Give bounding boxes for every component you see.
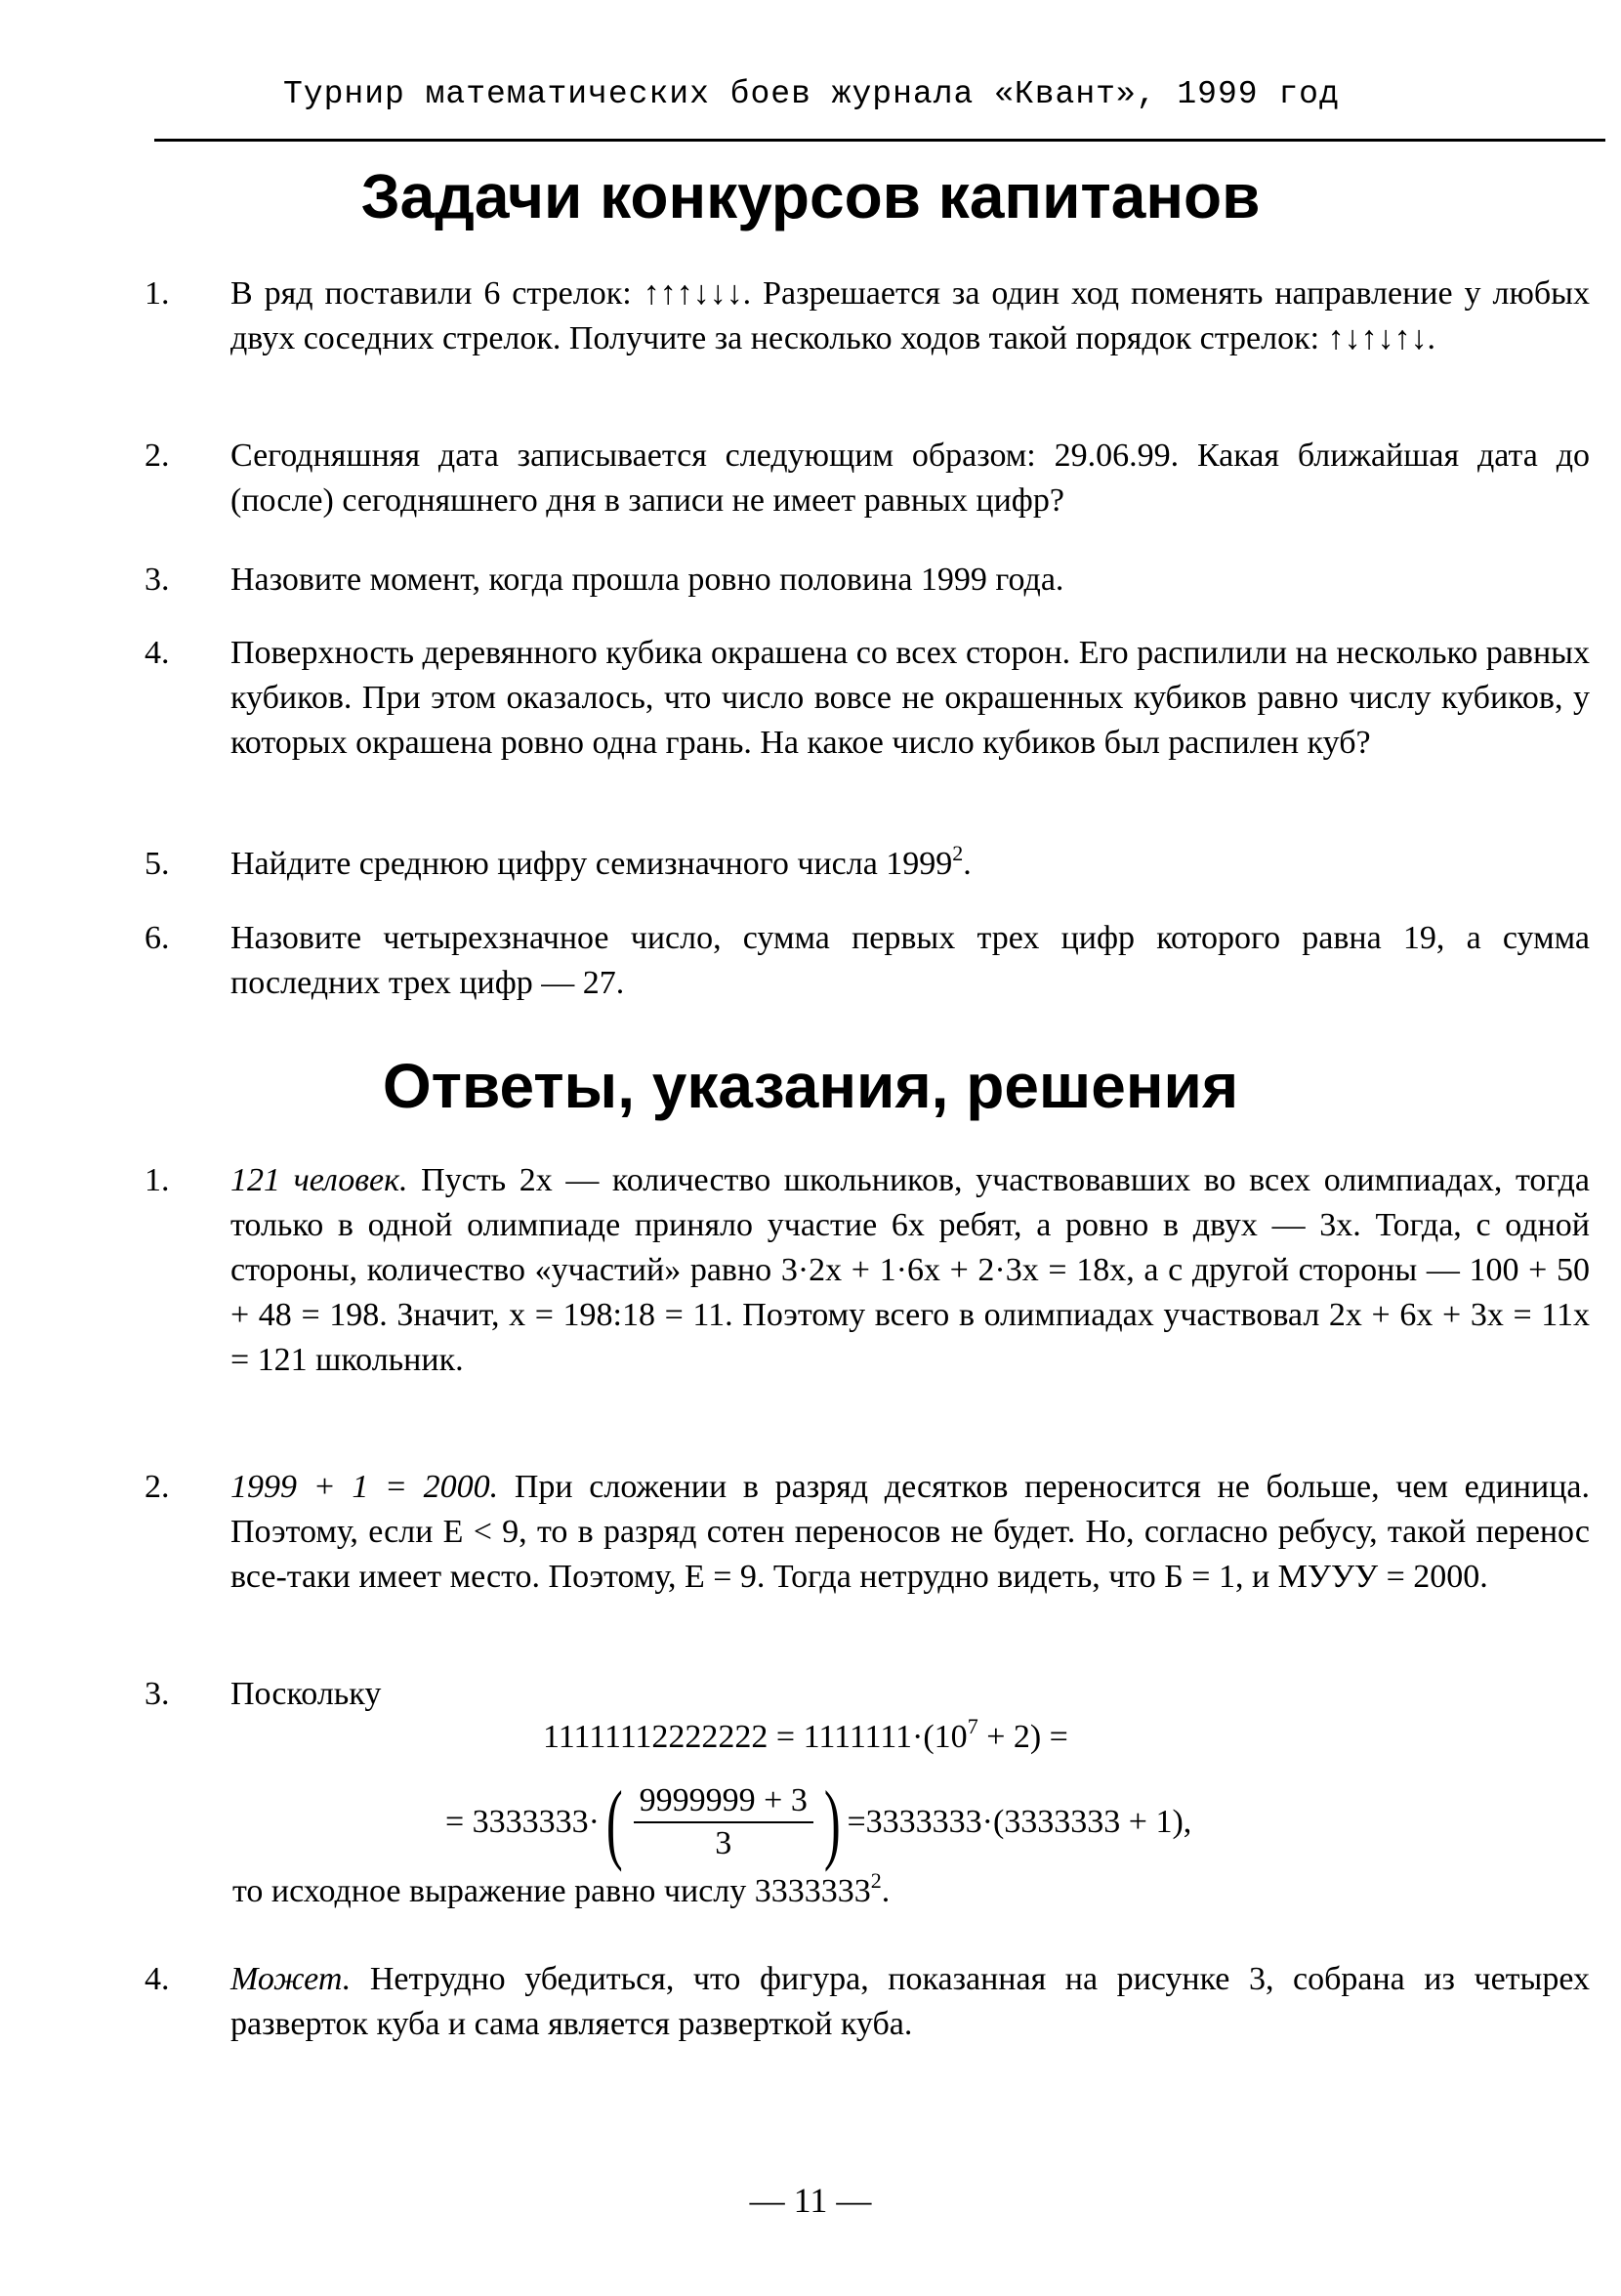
answer-text: [230, 1465, 1590, 1600]
answer-body: Нетрудно убедиться, что фигура, показанная на рисунке 3, собрана из четырех разверток куба и сама является разверткой куба.: [230, 1961, 1591, 2042]
problem-text: В ряд поставили 6 стрелок: ↑↑↑↓↓↓. Разрешается за один ход поменять направление у любых двух соседних стрелок. Получите за несколько ходов такой порядок стрелок: ↑↓↑↓↑↓.: [230, 275, 1590, 356]
answer-text: [230, 1158, 1590, 1383]
answer-text: Поскольку: [230, 1676, 382, 1712]
answers-section-title: Ответы, указания, решения: [382, 1051, 1239, 1121]
answer-number: 4.: [145, 1961, 170, 1997]
formula-conclusion: [232, 1868, 891, 1910]
formula-suffix: =3333333·(3333333 + 1),: [847, 1804, 1192, 1840]
header-rule: [154, 139, 1605, 142]
fraction-denominator: 3: [715, 1825, 732, 1861]
left-paren: (: [605, 1773, 623, 1872]
answer-lead: 1999 + 1 = 2000.: [230, 1469, 499, 1505]
answer-text: [230, 1957, 1590, 2047]
problem-number: 2.: [145, 438, 170, 474]
problem-text: Назовите момент, когда прошла ровно половина 1999 года.: [230, 562, 1064, 598]
problem-text: [230, 842, 1590, 887]
formula-right: + 2) =: [977, 1719, 1068, 1755]
problem-number: 6.: [145, 920, 170, 956]
problem-number: 1.: [145, 275, 170, 312]
right-paren: ): [823, 1773, 841, 1872]
answer-body: При сложении в разряд десятков переносится не больше, чем единица. Поэтому, если Е < 9, то в разряд сотен переносов не будет. Но, согласно ребусу, такой перенос все-таки имеет место. Поэтому, Е = 9. Тогда нетрудно видеть, что Б = 1, и МУУУ = 2000.: [230, 1469, 1590, 1595]
formula-line-2: [445, 1773, 1192, 1872]
answer-number: 1.: [145, 1162, 170, 1198]
problem-text: Назовите четырехзначное число, сумма первых трех цифр которого равна 19, а сумма последних трех цифр — 27.: [230, 920, 1590, 1001]
problem-text: Поверхность деревянного кубика окрашена со всех сторон. Его распилили на несколько равных кубиков. При этом оказалось, что число вовсе не окрашенных кубиков равно числу кубиков, у которых окрашена ровно одна грань. На какое число кубиков был распилен куб?: [230, 635, 1590, 761]
superscript: 2: [870, 1868, 882, 1893]
problem-number: 5.: [145, 846, 170, 882]
formula-prefix: = 3333333·: [445, 1804, 600, 1840]
conclusion-end: .: [881, 1873, 891, 1909]
answer-body: Пусть 2x — количество школьников, участвовавших во всех олимпиадах, тогда только в одной олимпиаде приняло участие 6x ребят, а ровно в двух — 3x. Тогда, с одной стороны, количество «участий» равно 3·2x + 1·6x + 2·3x = 18x, а с другой стороны — 100 + 50 + 48 = 198. Значит, x = 198:18 = 11. Поэтому всего в олимпиадах участвовал 2x + 6x + 3x = 11x = 121 школьник.: [230, 1162, 1591, 1378]
answer-lead: 121 человек.: [230, 1162, 408, 1198]
formula-line-1: [543, 1714, 1068, 1756]
problem-text-main: Найдите среднюю цифру семизначного числа 1999: [230, 846, 953, 882]
problem-text-end: .: [963, 846, 972, 882]
answer-number: 3.: [145, 1676, 170, 1712]
answer-number: 2.: [145, 1469, 170, 1505]
problem-number: 3.: [145, 562, 170, 598]
problems-section-title: Задачи конкурсов капитанов: [360, 161, 1261, 231]
fraction-numerator: 9999999 + 3: [634, 1782, 813, 1823]
formula-left: 11111112222222 = 1111111·(10: [543, 1719, 968, 1755]
superscript: 2: [952, 841, 964, 865]
problem-text: Сегодняшняя дата записывается следующим образом: 29.06.99. Какая ближайшая дата до (после) сегодняшнего дня в записи не имеет равных цифр?: [230, 438, 1590, 519]
conclusion-text: то исходное выражение равно числу 3333333: [232, 1873, 871, 1909]
formula-exponent: 7: [967, 1714, 978, 1738]
fraction: [634, 1782, 813, 1862]
page-number: — 11 —: [749, 2181, 872, 2220]
answer-lead: Может.: [230, 1961, 352, 1997]
running-head: Турнир математических боев журнала «Квант», 1999 год: [283, 76, 1340, 112]
problem-number: 4.: [145, 635, 170, 671]
